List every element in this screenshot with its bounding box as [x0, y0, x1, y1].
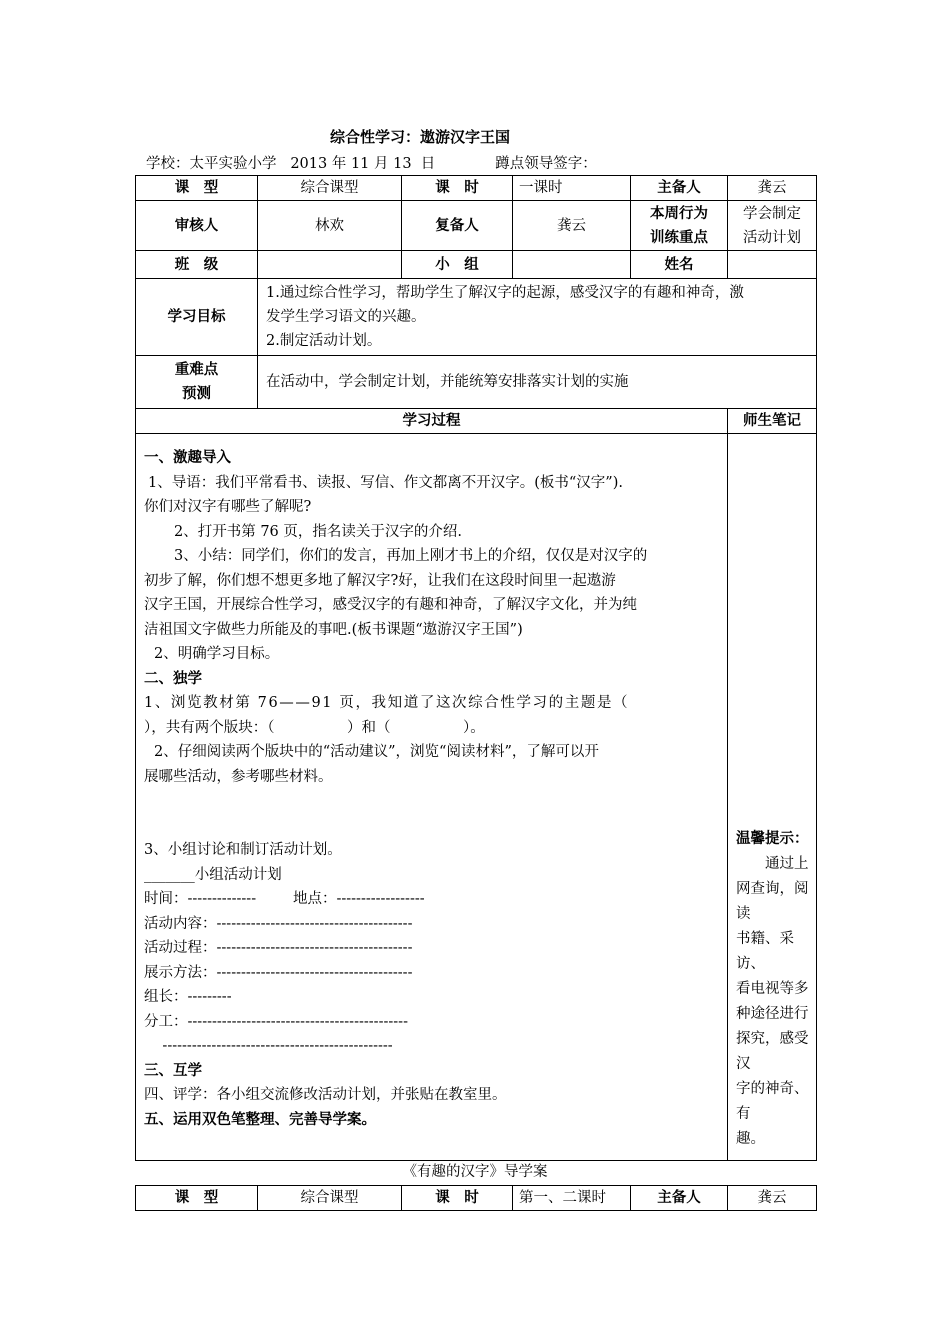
- process-header: 学习过程: [136, 409, 728, 434]
- process-item-2: 2、打开书第 76 页，指名读关于汉字的介绍.: [174, 523, 463, 540]
- section-5-heading: 五、运用双色笔整理、完善导学案。: [144, 1111, 376, 1128]
- reviewer-label: 审核人: [136, 201, 258, 251]
- process-item-1: 1、导语：我们平常看书、读报、写信、作文都离不开汉字。(板书“汉字”).: [148, 474, 623, 491]
- second-main-preparer-label: 主备人: [631, 1186, 728, 1211]
- tip-line-3: 书籍、采访、: [736, 931, 794, 972]
- section-2-heading: 二、独学: [144, 670, 202, 687]
- difficulty-label-line1: 重难点: [174, 362, 219, 378]
- tip-line-7: 字的神奇、有: [736, 1081, 809, 1122]
- process-content: [136, 434, 728, 1161]
- self-study-q2: 2、仔细阅读两个版块中的“活动建议”，浏览“阅读材料”，了解可以开: [154, 744, 599, 760]
- weekly-focus-label-line2: 训练重点: [650, 229, 708, 246]
- tip-label: 温馨提示：: [736, 831, 809, 847]
- co-preparer-label: 复备人: [402, 201, 513, 251]
- self-study-q1-cont: ），共有两个版块：（ ）和（ ）。: [144, 719, 485, 736]
- notes-header: 师生笔记: [728, 409, 817, 434]
- lesson-plan-table: [135, 175, 817, 1161]
- notes-content: [728, 434, 817, 1161]
- plan-time-place: 时间：-------------- 地点：------------------: [144, 891, 425, 907]
- second-document-title: 《有趣的汉字》导学案: [402, 1164, 548, 1180]
- second-class-hours-value: 第一、二课时: [513, 1186, 631, 1211]
- main-preparer-label: 主备人: [631, 176, 728, 201]
- plan-title: _______小组活动计划: [144, 866, 282, 883]
- main-preparer-value: 龚云: [728, 176, 817, 201]
- goals-line-2: 发学生学习语文的兴趣。: [266, 309, 426, 325]
- co-preparer-value: 龚云: [513, 201, 631, 251]
- plan-leader: 组长：---------: [144, 989, 232, 1005]
- goals-label: 学习目标: [136, 279, 258, 356]
- name-label: 姓名: [631, 251, 728, 279]
- second-main-preparer-value: 龚云: [728, 1186, 817, 1211]
- weekly-focus-label: [631, 201, 728, 251]
- process-item-4: 2、明确学习目标。: [154, 646, 280, 662]
- weekly-focus-value: [728, 201, 817, 251]
- goals-line-3: 2.制定活动计划。: [266, 333, 382, 349]
- self-study-q2-cont: 展哪些活动，参考哪些材料。: [144, 768, 333, 785]
- second-lesson-table: [135, 1185, 817, 1211]
- process-item-3-cont1: 初步了解，你们想不想更多地了解汉字?好，让我们在这段时间里一起遨游: [144, 572, 616, 589]
- tip-line-5: 种途径进行: [736, 1006, 809, 1022]
- school-date-line: 学校：太平实验小学 2013 年 11 月 13 日 蹲点领导签字：: [146, 156, 597, 172]
- process-item-3: 3、小结：同学们，你们的发言，再加上刚才书上的介绍，仅仅是对汉字的: [174, 548, 648, 564]
- tip-line-8: 趣。: [736, 1131, 765, 1147]
- plan-division-cont: -----------------------------------------------: [144, 1038, 393, 1054]
- goals-content: [258, 279, 817, 356]
- section-1-heading: 一、激趣导入: [144, 450, 231, 466]
- difficulty-label: [136, 356, 258, 409]
- course-type-value: 综合课型: [258, 176, 402, 201]
- class-label: 班 级: [136, 251, 258, 279]
- class-hours-value: 一课时: [513, 176, 631, 201]
- difficulty-label-line2: 预测: [182, 386, 211, 402]
- blank-space: [144, 789, 719, 838]
- group-label: 小 组: [402, 251, 513, 279]
- goals-line-1: 1.通过综合性学习，帮助学生了解汉字的起源，感受汉字的有趣和神奇，激: [266, 285, 744, 301]
- process-item-3-cont3: 洁祖国文字做些力所能及的事吧.(板书课题“遨游汉字王国”): [144, 621, 523, 638]
- plan-show-method: 展示方法：----------------------------------------: [144, 964, 413, 981]
- plan-content: 活动内容：----------------------------------------: [144, 915, 413, 932]
- second-course-type-label: 课 型: [136, 1186, 258, 1211]
- second-course-type-value: 综合课型: [258, 1186, 402, 1211]
- section-4-text: 四、评学：各小组交流修改活动计划，并张贴在教室里。: [144, 1087, 507, 1103]
- weekly-focus-value-line2: 活动计划: [743, 229, 801, 246]
- difficulty-content: 在活动中，学会制定计划，并能统筹安排落实计划的实施: [258, 356, 817, 409]
- tip-line-1: 通过上: [736, 856, 809, 872]
- class-hours-label: 课 时: [402, 176, 513, 201]
- course-type-label: 课 型: [136, 176, 258, 201]
- plan-process: 活动过程：----------------------------------------: [144, 940, 413, 956]
- section-3-heading: 三、互学: [144, 1062, 202, 1079]
- group-value: [513, 251, 631, 279]
- self-study-q1: 1、浏览教材第 76——91 页，我知道了这次综合性学习的主题是（: [144, 695, 630, 711]
- reviewer-value: 林欢: [258, 201, 402, 251]
- document-title: 综合性学习：遨游汉字王国: [329, 128, 510, 146]
- plan-division: 分工：---------------------------------------------: [144, 1013, 408, 1030]
- process-item-1-cont: 你们对汉字有哪些了解呢?: [144, 499, 312, 515]
- second-class-hours-label: 课 时: [402, 1186, 513, 1211]
- tip-line-4: 看电视等多: [736, 981, 809, 997]
- tip-line-6: 探究，感受汉: [736, 1031, 809, 1072]
- weekly-focus-label-line1: 本周行为: [650, 205, 708, 222]
- name-value: [728, 251, 817, 279]
- tip-line-2: 网查询，阅读: [736, 881, 809, 922]
- process-item-3-cont2: 汉字王国，开展综合性学习，感受汉字的有趣和神奇，了解汉字文化，并为纯: [144, 597, 637, 613]
- class-value: [258, 251, 402, 279]
- weekly-focus-value-line1: 学会制定: [743, 205, 801, 222]
- self-study-q3: 3、小组讨论和制订活动计划。: [144, 842, 342, 858]
